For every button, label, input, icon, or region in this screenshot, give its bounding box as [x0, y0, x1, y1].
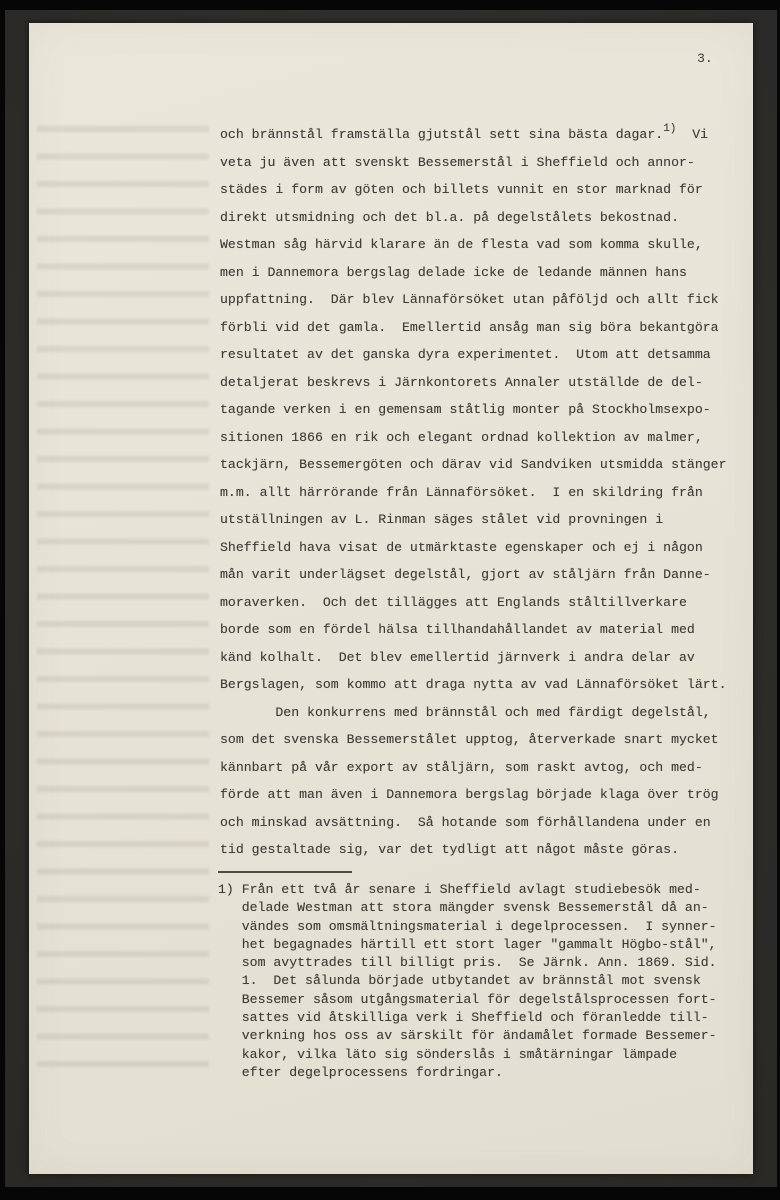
footnote-separator-rule [218, 871, 352, 873]
text-line: utställningen av L. Rinman säges stålet vid provningen i [220, 512, 664, 527]
text-line: het begagnades härtill ett stort lager "gammalt Högbo-stål", [218, 936, 717, 952]
text-line: verkning hos oss av särskilt för ändamålet formade Bessemer- [218, 1028, 717, 1044]
text-line: mån varit underlägset degelstål, gjort av ståljärn från Danne- [220, 567, 711, 582]
text-line: 1) Från ett två år senare i Sheffield avlagt studiebesök med- [218, 882, 701, 897]
text-line: förbli vid det gamla. Emellertid ansåg man sig böra bekantgöra [220, 319, 719, 335]
text-line: Bessemer såsom utgångsmaterial för degelstålsprocessen fort- [218, 991, 717, 1007]
text-line: sitionen 1866 en rik och elegant ordnad kollektion av malmer, [220, 429, 703, 445]
text-line: Westman såg härvid klarare än de flesta vad som komma skulle, [220, 237, 703, 252]
text-line: vändes som omsmältningsmaterial i degelprocessen. I synner- [218, 918, 717, 934]
text-line: Den konkurrens med brännstål och med färdigt degelstål, [220, 704, 711, 720]
text-line: m.m. allt härrörande från Lännaförsöket. I en skildring från [220, 484, 703, 500]
footnote-reference-mark: 1) [663, 122, 677, 135]
text-line: som avyttrades till billigt pris. Se Järnk. Ann. 1869. Sid. [218, 955, 717, 971]
text-line: Sheffield hava visat de utmärktaste egenskaper och ej i någon [220, 539, 703, 555]
text-line: Bergslagen, som kommo att draga nytta av vad Lännaförsöket lärt. [220, 677, 727, 692]
page-number: 3. [697, 51, 713, 66]
text-line: resultatet av det ganska dyra experimentet. Utom att detsamma [220, 347, 711, 362]
text-line: men i Dannemora bergslag delade icke de ledande männen hans [220, 264, 687, 280]
text-line: direkt utsmidning och det bl.a. på degelstålets bekostnad. [220, 209, 679, 225]
text-line: städes i form av göten och billets vunnit en stor marknad för [220, 182, 703, 197]
text-line: tid gestaltade sig, var det tydligt att något måste göras. [220, 842, 679, 857]
text-line: 1. Det sålunda började utbytandet av brännstål mot svensk [218, 973, 701, 989]
text-line: delade Westman att stora mängder svensk Bessemerstål då an- [218, 900, 709, 916]
body-text [220, 121, 726, 864]
text-line: kakor, vilka läto sig sönderslås i småtärningar lämpade [218, 1046, 677, 1062]
text-line: veta ju även att svenskt Bessemerstål i Sheffield och annor- [220, 154, 695, 170]
text-line: sattes vid åtskilliga verk i Sheffield och föranledde till- [218, 1010, 709, 1026]
text-line: moraverken. Och det tillägges att Englands ståltillverkare [220, 594, 687, 610]
ink-bleed-through [37, 111, 209, 1071]
text-line: känd kolhalt. Det blev emellertid järnverk i andra delar av [220, 649, 695, 665]
text-line: tackjärn, Bessemergöten och därav vid Sandviken utsmidda stänger [220, 457, 727, 472]
text-line: och minskad avsättning. Så hotande som förhållandena under en [220, 814, 711, 830]
text-line: och brännstål framställa gjutstål sett sina bästa dagar.$^{1)}$ Vi [220, 122, 709, 142]
text-line: kännbart på vår export av ståljärn, som raskt avtog, och med- [220, 759, 703, 775]
text-line: uppfattning. Där blev Lännaförsöket utan påföljd och allt fick [220, 292, 719, 307]
document-page [29, 23, 753, 1174]
text-line: tagande verken i en gemensam ståtlig monter på Stockholmsexpo- [220, 402, 711, 417]
text-line: som det svenska Bessemerstålet upptog, återverkade snart mycket [220, 732, 719, 747]
text-line: förde att man även i Dannemora bergslag började klaga över trög [220, 787, 719, 802]
text-line: detaljerat beskrevs i Järnkontorets Annaler utställde de del- [220, 374, 703, 390]
footnote-text [218, 881, 717, 1082]
text-line: efter degelprocessens fordringar. [218, 1064, 503, 1080]
text-line: borde som en fördel hälsa tillhandahållandet av material med [220, 622, 695, 637]
